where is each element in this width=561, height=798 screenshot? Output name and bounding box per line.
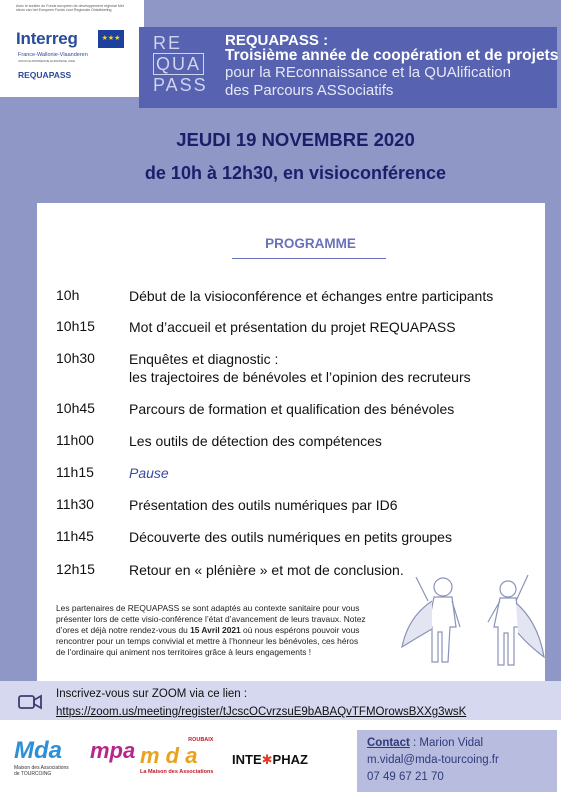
rq-mark-line3: PASS [153, 75, 208, 95]
interphaz-a: INTE [232, 752, 262, 767]
rq-mark-line2: QUA [153, 53, 204, 75]
row-desc-line1: Enquêtes et diagnostic : [129, 351, 279, 367]
interreg-logo [0, 0, 144, 97]
row-desc: Retour en « plénière » et mot de conclusion. [129, 562, 404, 578]
contact-name: : Marion Vidal [409, 737, 484, 749]
row-time: 10h [56, 287, 80, 303]
row-desc-pause: Pause [129, 465, 169, 481]
event-time: de 10h à 12h30, en visioconférence [144, 163, 447, 183]
partners-text-date: 15 Avril 2021 [190, 625, 241, 635]
header-title-line3: pour la REconnaissance et la QUAlification [225, 64, 511, 81]
row-desc: Présentation des outils numériques par ID6 [129, 497, 398, 513]
row-time: 11h00 [56, 432, 94, 448]
programme-title: PROGRAMME [265, 236, 356, 251]
row-time: 10h30 [56, 350, 95, 366]
interreg-fund: UNION EUROPÉENNE EUROPESE UNIE [18, 59, 76, 63]
row-desc: Mot d’accueil et présentation du projet REQUAPASS [129, 319, 456, 335]
row-time: 11h15 [56, 464, 94, 480]
mda-wordmark: Mda [14, 737, 62, 764]
mdas-sub: La Maison des Associations [140, 769, 214, 775]
video-camera-icon [18, 694, 42, 710]
partners-text-a: Les partenaires de REQUAPASS se sont adaptés au contexte sanitaire pour vous présenter lors de cette visio-conférence l’état d’avancement de leurs travaux. Notez d’ores et déjà notre rendez-vous du [56, 603, 366, 635]
interphaz-star-icon: ✱ [261, 752, 273, 767]
contact-line [367, 737, 483, 749]
mpa-logo: mpa [90, 738, 136, 763]
mda-tourcoing-logo [14, 737, 69, 777]
zoom-instruction: Inscrivez-vous sur ZOOM via ce lien : [56, 688, 248, 700]
header-title-line4: des Parcours ASSociatifs [225, 82, 394, 99]
row-time: 10h45 [56, 400, 95, 416]
row-time: 12h15 [56, 561, 95, 577]
programme-underline [232, 258, 386, 259]
mda-roubaix-logo [140, 737, 213, 775]
interphaz-logo [232, 752, 308, 768]
mdas-top: ROUBAIX [188, 737, 214, 743]
interreg-region: France-Wallonie-Vlaanderen [18, 52, 88, 58]
mda-sub2: de TOURCOING [14, 771, 52, 777]
requapass-logo-label: REQUAPASS [18, 70, 72, 80]
zoom-registration-link[interactable]: https://zoom.us/meeting/register/tJcscOCvrzsuE9bABAQvTFMOrowsBXXg3wsK [56, 706, 467, 718]
contact-label: Contact [367, 737, 410, 749]
interphaz-b: PHAZ [272, 752, 308, 767]
partners-text-b: où nous espérons pouvoir vous rencontrer pour un temps convivial et mettre à l’honneur les bénévoles, ces héros de l’ordinaire qui animent nos territoires grâce à leurs engagements ! [56, 625, 360, 657]
row-time: 10h15 [56, 318, 95, 334]
partners-paragraph [56, 603, 366, 658]
header-title-line1: REQUAPASS : [225, 32, 329, 49]
interreg-wordmark: Interreg [16, 29, 78, 48]
eu-stars: ★★★ [101, 35, 121, 42]
header-title-line2: Troisième année de coopération et de projets [225, 47, 559, 64]
contact-phone: 07 49 67 21 70 [367, 771, 444, 783]
contact-email[interactable]: m.vidal@mda-tourcoing.fr [367, 754, 499, 766]
logo-funding-text: Avec le soutien du Fonds européen de développement régional Met steun van het Europees Fonds voor Regionale Ontwikkeling [16, 4, 124, 13]
row-desc [129, 350, 559, 386]
superhero-figures-illustration [398, 567, 548, 679]
mda-sub1: Maison des Associations [14, 765, 69, 771]
row-time: 11h30 [56, 496, 94, 512]
row-desc-line2: les trajectoires de bénévoles et l’opinion des recruteurs [129, 369, 471, 385]
row-time: 11h45 [56, 528, 94, 544]
rq-mark-line1: RE [153, 33, 183, 53]
requapass-mark [153, 33, 207, 95]
row-desc: Les outils de détection des compétences [129, 433, 382, 449]
eu-flag-icon [98, 30, 124, 48]
row-desc: Début de la visioconférence et échanges entre participants [129, 288, 494, 304]
row-desc: Parcours de formation et qualification des bénévoles [129, 401, 455, 417]
mdas-wordmark: m d a [140, 743, 198, 768]
row-desc: Découverte des outils numériques en petits groupes [129, 529, 452, 545]
event-date: JEUDI 19 NOVEMBRE 2020 [176, 129, 415, 150]
